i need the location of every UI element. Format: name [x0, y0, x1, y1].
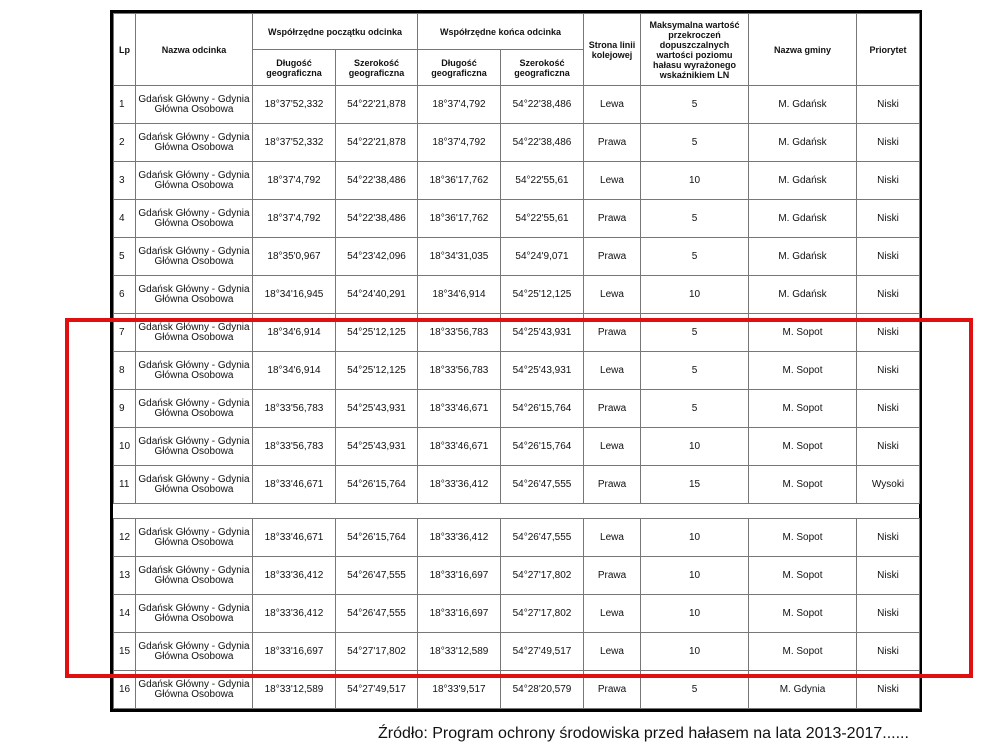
- cell-max: 10: [641, 633, 749, 671]
- cell-lp: 4: [114, 200, 136, 238]
- cell-lp: 10: [114, 428, 136, 466]
- cell-end-lat: 54°27'17,802: [501, 595, 584, 633]
- cell-lp: 1: [114, 86, 136, 124]
- cell-name: Gdańsk Główny - Gdynia Główna Osobowa: [136, 557, 253, 595]
- cell-start-lon: 18°37'4,792: [253, 162, 336, 200]
- cell-gmina: M. Sopot: [749, 633, 857, 671]
- cell-name: Gdańsk Główny - Gdynia Główna Osobowa: [136, 314, 253, 352]
- cell-side: Prawa: [584, 314, 641, 352]
- cell-side: Prawa: [584, 390, 641, 428]
- table-row: [114, 276, 920, 314]
- cell-priority: Niski: [857, 671, 920, 709]
- cell-max: 15: [641, 466, 749, 504]
- cell-priority: Niski: [857, 633, 920, 671]
- cell-lp: 16: [114, 671, 136, 709]
- cell-name: Gdańsk Główny - Gdynia Główna Osobowa: [136, 124, 253, 162]
- cell-start-lat: 54°25'12,125: [336, 314, 418, 352]
- cell-start-lon: 18°37'52,332: [253, 86, 336, 124]
- cell-start-lat: 54°25'43,931: [336, 390, 418, 428]
- cell-start-lon: 18°35'0,967: [253, 238, 336, 276]
- cell-lp: 11: [114, 466, 136, 504]
- cell-start-lat: 54°26'15,764: [336, 466, 418, 504]
- cell-name: Gdańsk Główny - Gdynia Główna Osobowa: [136, 238, 253, 276]
- cell-lp: 15: [114, 633, 136, 671]
- cell-gmina: M. Gdańsk: [749, 86, 857, 124]
- cell-max: 5: [641, 86, 749, 124]
- cell-name: Gdańsk Główny - Gdynia Główna Osobowa: [136, 519, 253, 557]
- table-row: [114, 314, 920, 352]
- cell-start-lon: 18°33'36,412: [253, 557, 336, 595]
- cell-max: 5: [641, 200, 749, 238]
- cell-start-lat: 54°27'17,802: [336, 633, 418, 671]
- cell-side: Prawa: [584, 466, 641, 504]
- header-end-coords: Współrzędne końca odcinka: [418, 14, 584, 50]
- cell-lp: 2: [114, 124, 136, 162]
- cell-end-lon: 18°34'31,035: [418, 238, 501, 276]
- cell-end-lon: 18°34'6,914: [418, 276, 501, 314]
- cell-start-lon: 18°33'46,671: [253, 466, 336, 504]
- header-start-lat: Szerokość geograficzna: [336, 50, 418, 86]
- table-row: [114, 466, 920, 504]
- cell-side: Lewa: [584, 633, 641, 671]
- cell-name: Gdańsk Główny - Gdynia Główna Osobowa: [136, 633, 253, 671]
- cell-start-lat: 54°22'38,486: [336, 200, 418, 238]
- cell-max: 10: [641, 276, 749, 314]
- cell-name: Gdańsk Główny - Gdynia Główna Osobowa: [136, 428, 253, 466]
- cell-start-lat: 54°26'47,555: [336, 557, 418, 595]
- cell-end-lon: 18°36'17,762: [418, 162, 501, 200]
- cell-priority: Niski: [857, 595, 920, 633]
- cell-end-lat: 54°26'15,764: [501, 390, 584, 428]
- cell-lp: 3: [114, 162, 136, 200]
- cell-max: 5: [641, 671, 749, 709]
- cell-side: Lewa: [584, 352, 641, 390]
- cell-name: Gdańsk Główny - Gdynia Główna Osobowa: [136, 276, 253, 314]
- table-row: [114, 557, 920, 595]
- cell-max: 10: [641, 519, 749, 557]
- cell-gmina: M. Sopot: [749, 428, 857, 466]
- page-break-gap: [114, 504, 920, 519]
- table-row: [114, 124, 920, 162]
- cell-end-lat: 54°27'17,802: [501, 557, 584, 595]
- cell-priority: Niski: [857, 519, 920, 557]
- cell-start-lat: 54°22'21,878: [336, 86, 418, 124]
- cell-lp: 6: [114, 276, 136, 314]
- table-row: [114, 86, 920, 124]
- cell-lp: 5: [114, 238, 136, 276]
- cell-max: 5: [641, 314, 749, 352]
- cell-start-lon: 18°33'16,697: [253, 633, 336, 671]
- cell-end-lat: 54°27'49,517: [501, 633, 584, 671]
- table-row: [114, 633, 920, 671]
- table-row: [114, 671, 920, 709]
- cell-start-lon: 18°34'6,914: [253, 352, 336, 390]
- header-max-exceedance: Maksymalna wartość przekroczeń dopuszczalnych wartości poziomu hałasu wyrażonego wskaźnikiem LN: [641, 14, 749, 86]
- cell-end-lon: 18°33'46,671: [418, 428, 501, 466]
- cell-start-lat: 54°26'15,764: [336, 519, 418, 557]
- cell-name: Gdańsk Główny - Gdynia Główna Osobowa: [136, 595, 253, 633]
- cell-name: Gdańsk Główny - Gdynia Główna Osobowa: [136, 390, 253, 428]
- cell-start-lat: 54°27'49,517: [336, 671, 418, 709]
- cell-lp: 9: [114, 390, 136, 428]
- cell-name: Gdańsk Główny - Gdynia Główna Osobowa: [136, 466, 253, 504]
- cell-start-lon: 18°34'6,914: [253, 314, 336, 352]
- cell-end-lat: 54°22'38,486: [501, 124, 584, 162]
- table-row: [114, 595, 920, 633]
- cell-gmina: M. Gdańsk: [749, 200, 857, 238]
- cell-priority: Niski: [857, 428, 920, 466]
- cell-end-lat: 54°26'47,555: [501, 519, 584, 557]
- cell-lp: 7: [114, 314, 136, 352]
- cell-priority: Niski: [857, 390, 920, 428]
- cell-side: Prawa: [584, 238, 641, 276]
- cell-start-lat: 54°22'38,486: [336, 162, 418, 200]
- cell-end-lon: 18°37'4,792: [418, 124, 501, 162]
- table-row: [114, 519, 920, 557]
- cell-gmina: M. Sopot: [749, 557, 857, 595]
- cell-priority: Niski: [857, 86, 920, 124]
- cell-gmina: M. Sopot: [749, 595, 857, 633]
- cell-start-lon: 18°33'56,783: [253, 390, 336, 428]
- cell-gmina: M. Gdańsk: [749, 238, 857, 276]
- cell-end-lat: 54°25'43,931: [501, 352, 584, 390]
- cell-start-lat: 54°24'40,291: [336, 276, 418, 314]
- cell-end-lon: 18°33'36,412: [418, 519, 501, 557]
- cell-priority: Wysoki: [857, 466, 920, 504]
- cell-side: Prawa: [584, 671, 641, 709]
- header-side: Strona linii kolejowej: [584, 14, 641, 86]
- cell-max: 5: [641, 352, 749, 390]
- cell-start-lon: 18°37'52,332: [253, 124, 336, 162]
- cell-end-lat: 54°28'20,579: [501, 671, 584, 709]
- cell-end-lon: 18°33'46,671: [418, 390, 501, 428]
- cell-end-lon: 18°33'16,697: [418, 595, 501, 633]
- header-end-lat: Szerokość geograficzna: [501, 50, 584, 86]
- table-row: [114, 390, 920, 428]
- cell-max: 10: [641, 557, 749, 595]
- cell-start-lon: 18°33'46,671: [253, 519, 336, 557]
- cell-end-lon: 18°33'56,783: [418, 352, 501, 390]
- cell-priority: Niski: [857, 276, 920, 314]
- cell-side: Lewa: [584, 519, 641, 557]
- header-end-lon: Długość geograficzna: [418, 50, 501, 86]
- cell-start-lat: 54°23'42,096: [336, 238, 418, 276]
- cell-side: Lewa: [584, 276, 641, 314]
- cell-start-lon: 18°33'56,783: [253, 428, 336, 466]
- header-start-lon: Długość geograficzna: [253, 50, 336, 86]
- cell-gmina: M. Gdynia: [749, 671, 857, 709]
- cell-start-lat: 54°26'47,555: [336, 595, 418, 633]
- cell-max: 5: [641, 124, 749, 162]
- cell-gmina: M. Sopot: [749, 519, 857, 557]
- cell-lp: 8: [114, 352, 136, 390]
- cell-name: Gdańsk Główny - Gdynia Główna Osobowa: [136, 162, 253, 200]
- cell-side: Lewa: [584, 595, 641, 633]
- header-priority: Priorytet: [857, 14, 920, 86]
- cell-priority: Niski: [857, 557, 920, 595]
- noise-sections-table: [113, 13, 920, 709]
- cell-max: 10: [641, 595, 749, 633]
- header-name: Nazwa odcinka: [136, 14, 253, 86]
- cell-priority: Niski: [857, 162, 920, 200]
- cell-priority: Niski: [857, 352, 920, 390]
- cell-gmina: M. Sopot: [749, 352, 857, 390]
- table-body: [114, 86, 920, 709]
- cell-gmina: M. Gdańsk: [749, 162, 857, 200]
- cell-priority: Niski: [857, 124, 920, 162]
- cell-priority: Niski: [857, 200, 920, 238]
- cell-end-lat: 54°22'38,486: [501, 86, 584, 124]
- cell-start-lat: 54°25'12,125: [336, 352, 418, 390]
- cell-side: Lewa: [584, 86, 641, 124]
- cell-side: Prawa: [584, 200, 641, 238]
- cell-start-lon: 18°33'36,412: [253, 595, 336, 633]
- page-break-cell: [114, 504, 920, 519]
- table-row: [114, 352, 920, 390]
- cell-side: Lewa: [584, 162, 641, 200]
- cell-end-lat: 54°22'55,61: [501, 200, 584, 238]
- cell-side: Prawa: [584, 557, 641, 595]
- table-row: [114, 200, 920, 238]
- cell-side: Lewa: [584, 428, 641, 466]
- cell-end-lon: 18°33'36,412: [418, 466, 501, 504]
- table-row: [114, 162, 920, 200]
- cell-max: 5: [641, 390, 749, 428]
- noise-table-frame: [110, 10, 922, 712]
- cell-max: 5: [641, 238, 749, 276]
- cell-lp: 12: [114, 519, 136, 557]
- cell-end-lon: 18°36'17,762: [418, 200, 501, 238]
- cell-start-lon: 18°34'16,945: [253, 276, 336, 314]
- header-gmina: Nazwa gminy: [749, 14, 857, 86]
- cell-end-lon: 18°33'16,697: [418, 557, 501, 595]
- cell-end-lon: 18°37'4,792: [418, 86, 501, 124]
- cell-end-lat: 54°26'15,764: [501, 428, 584, 466]
- cell-start-lon: 18°37'4,792: [253, 200, 336, 238]
- cell-gmina: M. Sopot: [749, 466, 857, 504]
- cell-end-lat: 54°25'12,125: [501, 276, 584, 314]
- cell-end-lat: 54°24'9,071: [501, 238, 584, 276]
- cell-end-lat: 54°25'43,931: [501, 314, 584, 352]
- cell-gmina: M. Sopot: [749, 314, 857, 352]
- cell-start-lon: 18°33'12,589: [253, 671, 336, 709]
- cell-start-lat: 54°25'43,931: [336, 428, 418, 466]
- cell-side: Prawa: [584, 124, 641, 162]
- cell-gmina: M. Sopot: [749, 390, 857, 428]
- cell-name: Gdańsk Główny - Gdynia Główna Osobowa: [136, 86, 253, 124]
- cell-end-lat: 54°22'55,61: [501, 162, 584, 200]
- cell-priority: Niski: [857, 314, 920, 352]
- table-row: [114, 238, 920, 276]
- cell-lp: 13: [114, 557, 136, 595]
- source-caption: Źródło: Program ochrony środowiska przed hałasem na lata 2013-2017......: [378, 725, 909, 742]
- table-row: [114, 428, 920, 466]
- cell-priority: Niski: [857, 238, 920, 276]
- cell-name: Gdańsk Główny - Gdynia Główna Osobowa: [136, 671, 253, 709]
- cell-gmina: M. Gdańsk: [749, 276, 857, 314]
- cell-max: 10: [641, 428, 749, 466]
- cell-max: 10: [641, 162, 749, 200]
- header-start-coords: Współrzędne początku odcinka: [253, 14, 418, 50]
- cell-end-lon: 18°33'9,517: [418, 671, 501, 709]
- cell-name: Gdańsk Główny - Gdynia Główna Osobowa: [136, 352, 253, 390]
- cell-end-lon: 18°33'12,589: [418, 633, 501, 671]
- cell-lp: 14: [114, 595, 136, 633]
- cell-gmina: M. Gdańsk: [749, 124, 857, 162]
- cell-end-lon: 18°33'56,783: [418, 314, 501, 352]
- cell-start-lat: 54°22'21,878: [336, 124, 418, 162]
- cell-name: Gdańsk Główny - Gdynia Główna Osobowa: [136, 200, 253, 238]
- header-lp: Lp: [114, 14, 136, 86]
- cell-end-lat: 54°26'47,555: [501, 466, 584, 504]
